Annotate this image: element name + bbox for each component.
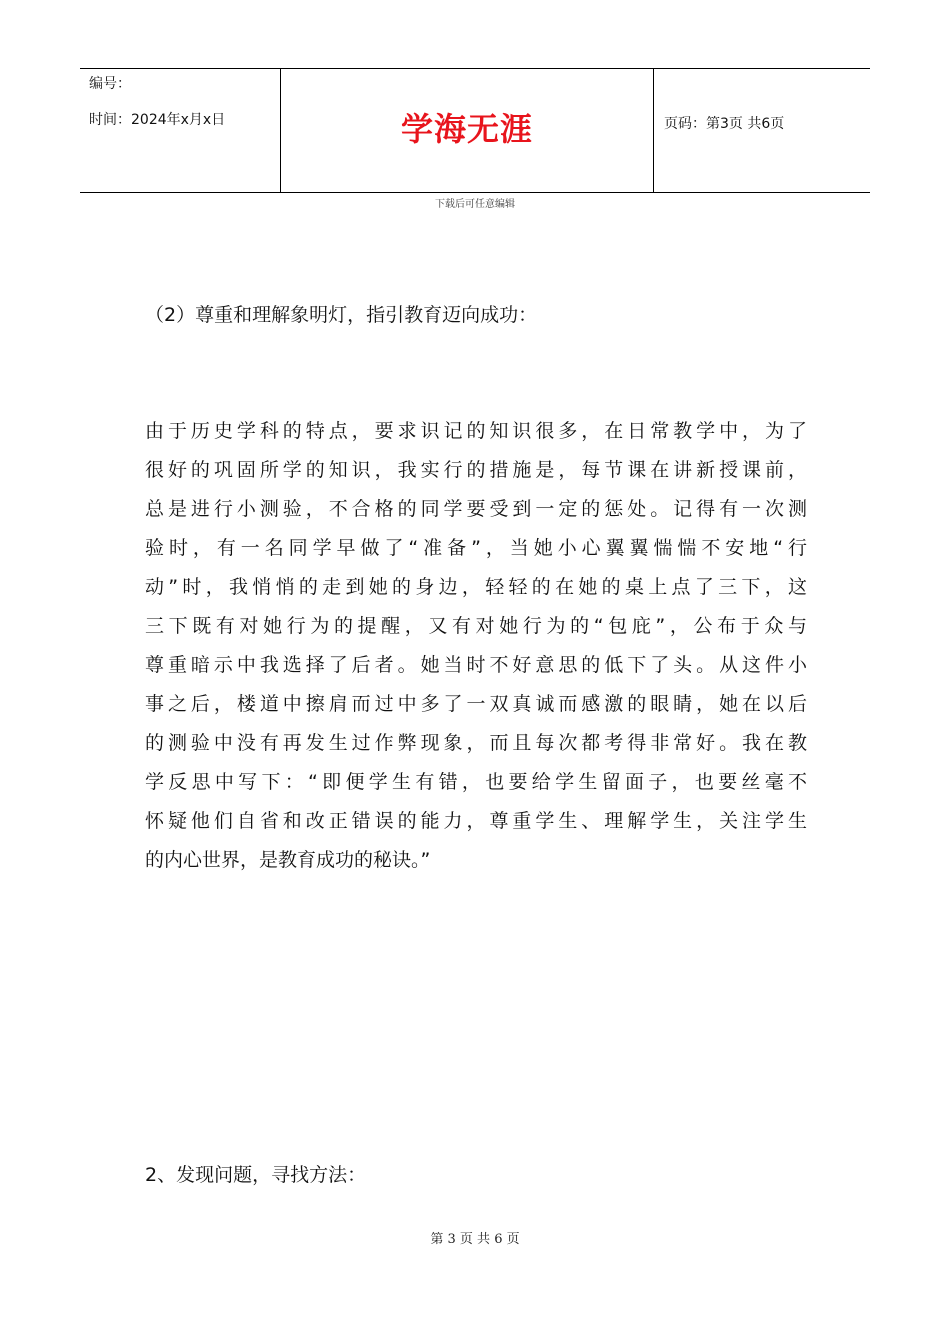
paragraph-line: 怀疑他们自省和改正错误的能力，尊重学生、理解学生，关注学生	[145, 810, 807, 832]
paragraph-line: 尊重暗示中我选择了后者。她当时不好意思的低下了头。从这件小	[145, 654, 807, 676]
paragraph-line: 动”时，我悄悄的走到她的身边，轻轻的在她的桌上点了三下，这	[145, 576, 807, 598]
paragraph-line: 的测验中没有再发生过作弊现象，而且每次都考得非常好。我在教	[145, 732, 807, 754]
brand-title: 学海无涯	[400, 110, 533, 148]
section-heading: 2、发现问题，寻找方法：	[145, 1164, 367, 1186]
document-time-label: 时间：2024年x月x日	[89, 112, 226, 128]
paragraph-line: 总是进行小测验，不合格的同学要受到一定的惩处。记得有一次测	[145, 498, 807, 520]
paragraph-line: 事之后，楼道中擦肩而过中多了一双真诚而感激的眼睛，她在以后	[145, 693, 807, 715]
subheading: （2）尊重和理解象明灯，指引教育迈向成功：	[145, 304, 538, 326]
paragraph-line: 验时，有一名同学早做了“准备”，当她小心翼翼惴惴不安地“行	[145, 537, 807, 559]
editable-note: 下载后可任意编辑	[435, 199, 515, 210]
page-number-label: 页码：第3页 共6页	[664, 116, 785, 132]
page-footer: 第 3 页 共 6 页	[430, 1232, 520, 1247]
header-info-cell	[80, 69, 281, 192]
header-brand-cell	[281, 69, 654, 192]
paragraph-line: 很好的巩固所学的知识，我实行的措施是，每节课在讲新授课前，	[145, 459, 807, 481]
document-number-label: 编号：	[89, 76, 131, 92]
paragraph-line: 的内心世界，是教育成功的秘诀。”	[145, 849, 431, 871]
paragraph-line: 三下既有对她行为的提醒，又有对她行为的“包庇”，公布于众与	[145, 615, 807, 637]
paragraph-line: 由于历史学科的特点，要求识记的知识很多，在日常教学中，为了	[145, 420, 807, 442]
header-page-cell	[654, 69, 870, 192]
body-paragraph	[145, 412, 807, 880]
document-header	[80, 68, 870, 193]
paragraph-line: 学反思中写下：“即便学生有错，也要给学生留面子，也要丝毫不	[145, 771, 807, 793]
